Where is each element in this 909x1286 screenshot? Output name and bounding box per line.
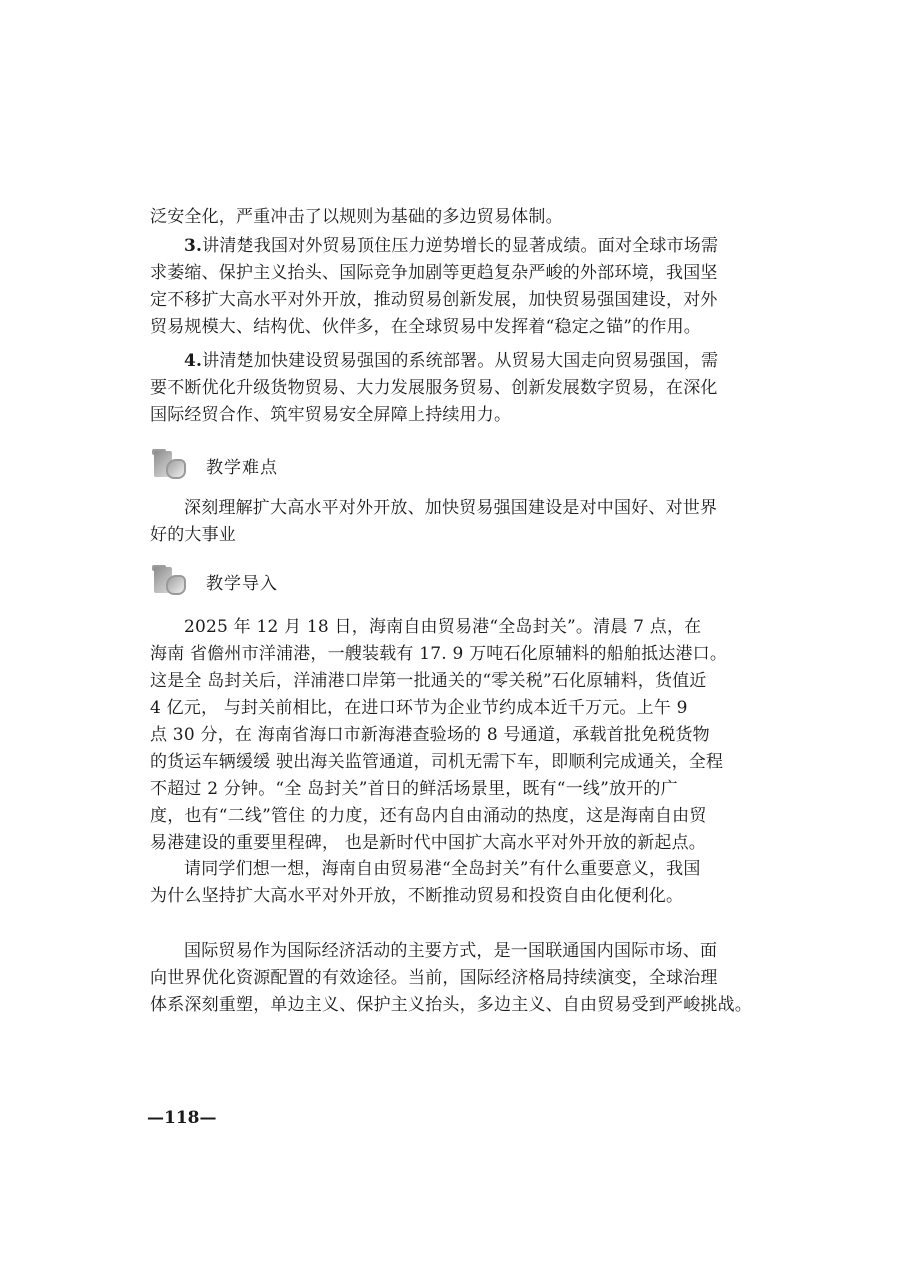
text-line: 泛安全化，严重冲击了以规则为基础的多边贸易体制。 [150, 207, 563, 227]
text-line: 的货运车辆缓缓 驶出海关监管通道，司机无需下车，即顺利完成通关，全程 [150, 752, 724, 772]
text-line: 定不移扩大高水平对外开放，推动贸易创新发展，加快贸易强国建设，对外 [150, 290, 718, 310]
text-line: 3.讲清楚我国对外贸易顶住压力逆势增长的显著成绩。面对全球市场需 [184, 236, 719, 256]
text-line: 为什么坚持扩大高水平对外开放，不断推动贸易和投资自由化便利化。 [150, 886, 684, 906]
text-line: 求萎缩、保护主义抬头、国际竞争加剧等更趋复杂严峻的外部环境，我国坚 [150, 263, 718, 283]
text-line: 向世界优化资源配置的有效途径。当前，国际经济格局持续演变，全球治理 [150, 968, 718, 988]
text-line: 4.讲清楚加快建设贸易强国的系统部署。从贸易大国走向贸易强国，需 [184, 351, 719, 371]
text-line: 海南 省儋州市洋浦港，一艘装载有 17. 9 万吨石化原辅料的船舶抵达港口。 [150, 644, 728, 664]
point-number: 4. [184, 351, 203, 371]
text-line: 易港建设的重要里程碑， 也是新时代中国扩大高水平对外开放的新起点。 [150, 833, 707, 853]
text-line: 这是全 岛封关后，洋浦港口岸第一批通关的“零关税”石化原辅料，货值近 [150, 671, 707, 691]
teaching-section-icon [150, 565, 190, 597]
text-line: 不超过 2 分钟。“全 岛封关”首日的鲜活场景里，既有“一线”放开的广 [150, 779, 678, 799]
page-number: —118— [147, 1108, 217, 1128]
point-4-paragraph [150, 348, 762, 429]
text-line: 2025 年 12 月 18 日，海南自由贸易港“全岛封关”。清晨 7 点，在 [184, 617, 702, 637]
section-heading-intro [150, 563, 278, 599]
text-line: 要不断优化升级货物贸易、大力发展服务贸易、创新发展数字贸易，在深化 [150, 378, 718, 398]
text-line: 国际贸易作为国际经济活动的主要方式，是一国联通国内国际市场、面 [184, 941, 718, 961]
difficulty-paragraph [150, 495, 762, 549]
text-line: 好的大事业 [150, 525, 236, 545]
point-3-paragraph [150, 233, 762, 341]
section-heading-text: 教学导入 [206, 573, 278, 594]
text-line: 体系深刻重塑，单边主义、保护主义抬头，多边主义、自由贸易受到严峻挑战。 [150, 995, 752, 1015]
section-heading-text: 教学难点 [206, 457, 278, 478]
paragraph-continuation [150, 204, 762, 231]
text-line: 国际经贸合作、筑牢贸易安全屏障上持续用力。 [150, 405, 512, 425]
text-line: 度，也有“二线”管住 的力度，还有岛内自由涌动的热度，这是海南自由贸 [150, 806, 707, 826]
teaching-section-icon [150, 449, 190, 481]
intro-paragraph [150, 614, 762, 857]
text-line: 深刻理解扩大高水平对外开放、加快贸易强国建设是对中国好、对世界 [184, 498, 718, 518]
section-heading-difficulty [150, 447, 278, 483]
text-line: 贸易规模大、结构优、伙伴多，在全球贸易中发挥着“稳定之锚”的作用。 [150, 317, 701, 337]
text-line: 4 亿元， 与封关前相比，在进口环节为企业节约成本近千万元。上午 9 [150, 698, 688, 718]
text-line: 点 30 分，在 海南省海口市新海港查验场的 8 号通道，承载首批免税货物 [150, 725, 710, 745]
point-number: 3. [184, 236, 203, 256]
intro-question-paragraph [150, 856, 762, 910]
trade-paragraph [150, 938, 762, 1019]
text-line: 请同学们想一想，海南自由贸易港“全岛封关”有什么重要意义，我国 [184, 859, 701, 879]
